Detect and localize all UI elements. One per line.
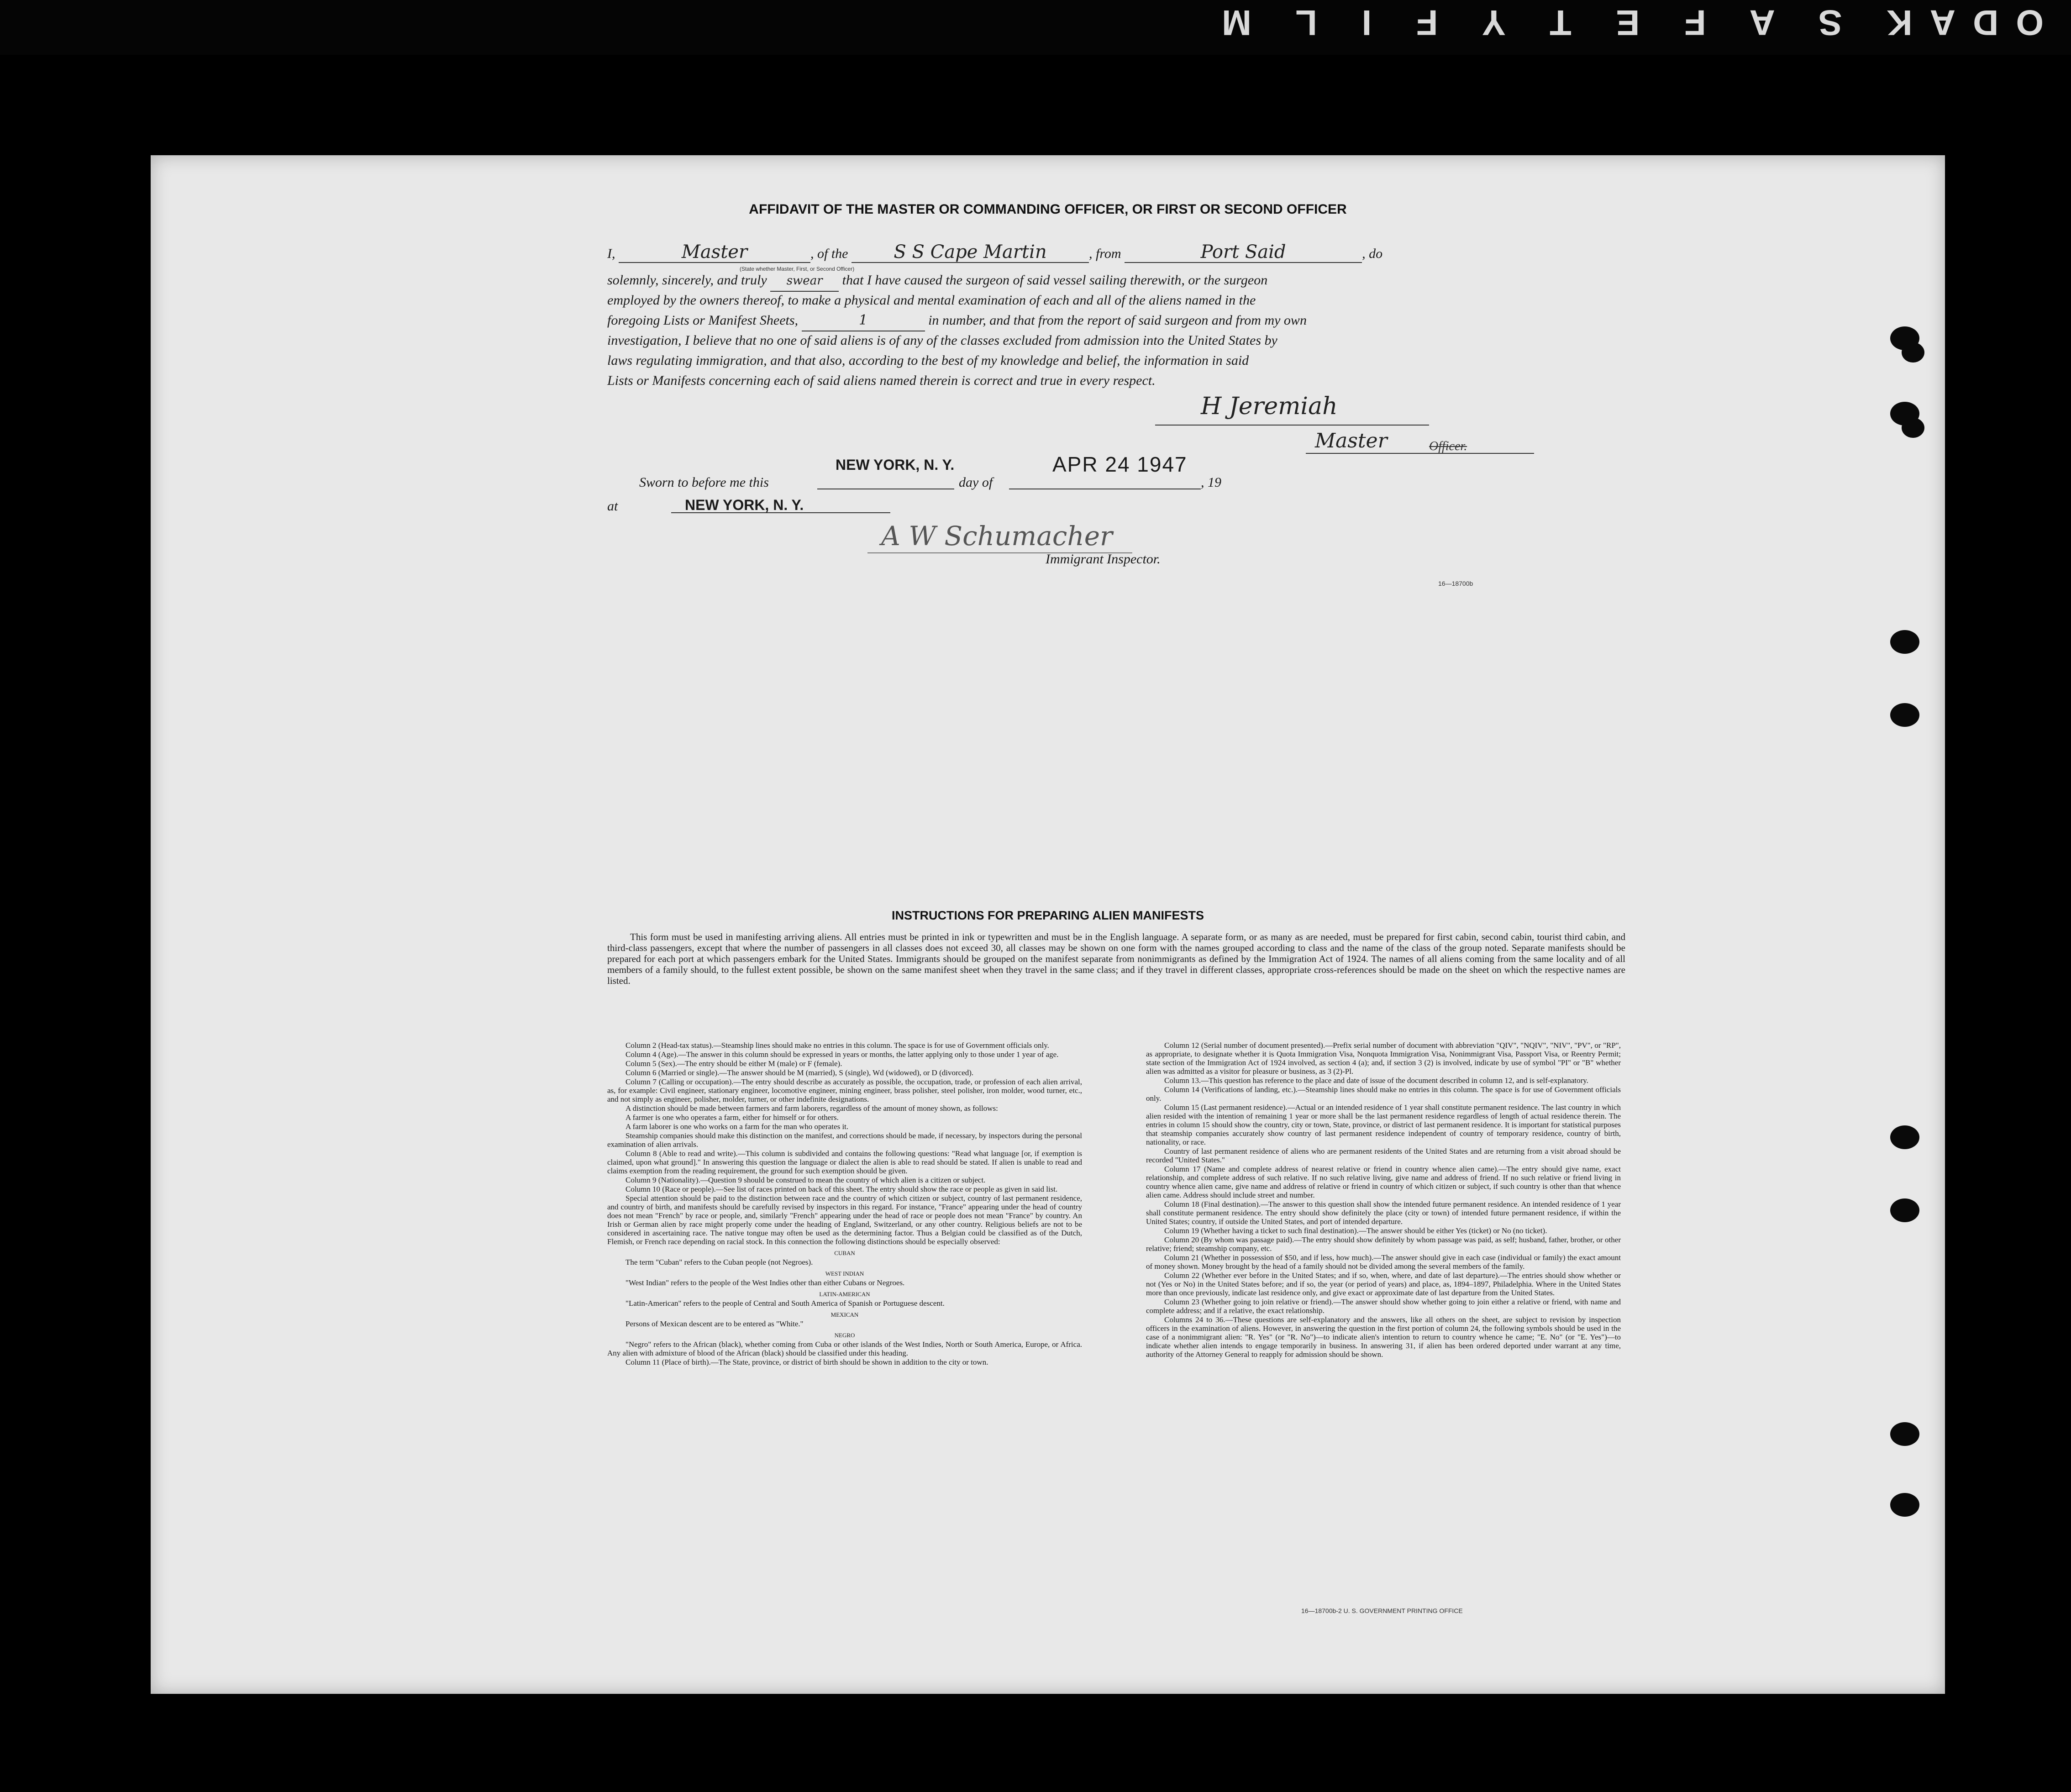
punch-hole xyxy=(1890,630,1919,654)
manifest-page xyxy=(151,155,1945,1694)
officer-rank-handwritten: Master xyxy=(619,242,810,263)
negro-heading: NEGRO xyxy=(834,1332,855,1339)
line1-of-the: of the xyxy=(817,246,848,261)
affidavit-line-5: investigation, I believe that no one of said aliens is of any of the classes excluded from admission into the United States by xyxy=(607,333,1277,348)
instruction-paragraph: Column 4 (Age).—The answer in this column should be expressed in years or months, the latter applying only to those under 1 year of age. xyxy=(626,1050,1059,1059)
instruction-paragraph: Column 8 (Able to read and write).—This column is subdivided and contains the following questions: "Read what language [or, if exemption is claimed, upon what ground]." In answering this question the language or dialect the alien is able to read should be stated. If alien is unable to read and claims exemption from the reading requirement, the ground for such exemption should be given. xyxy=(607,1149,1082,1175)
sheet-count-handwritten: 1 xyxy=(802,310,925,331)
instruction-paragraph: Column 7 (Calling or occupation).—The entry should describe as accurately as possible, the occupation, trade, or profession of each alien arrival, as, for example: Civil engineer, stationary engineer, locomotive engineer, mining engineer, brass polisher, steel polisher, iron molder, wood turner, etc., and not simply as engineer, polisher, molder, turner, or other indefinite designations. xyxy=(607,1077,1082,1104)
form-number: 16—18700b xyxy=(1438,580,1473,587)
instruction-paragraph: A farm laborer is one who works on a farm for the man who operates it. xyxy=(626,1122,849,1131)
punch-hole xyxy=(1890,1125,1919,1149)
instruction-paragraph: A farmer is one who operates a farm, either for himself or for others. xyxy=(626,1113,839,1122)
instruction-paragraph: Column 22 (Whether ever before in the United States; and if so, when, where, and date of last departure).—The entries should show whether or not (Yes or No) in the United States before; and if so, the year (or period of years) and place, as, 1894–1897, Philadelphia. Where in the United States more than once previously, indicate last residence only, and give exact or approximate date of last departure from the United States. xyxy=(1146,1271,1621,1297)
cuban-heading: CUBAN xyxy=(834,1250,855,1256)
instruction-paragraph: Column 6 (Married or single).—The answer should be M (married), S (single), Wd (widowed), or D (divorced). xyxy=(626,1068,974,1077)
punch-hole xyxy=(1890,1422,1919,1446)
instruction-paragraph: Column 23 (Whether going to join relative or friend).—The answer should show whether going to join either a relative or friend, with name and complete address; and if a relative, the exact relationship. xyxy=(1146,1298,1621,1315)
instructions-intro: This form must be used in manifesting arriving aliens. All entries must be printed in ink or typewritten and must be in the English language. A separate form, or as many as are needed, must be prepared for first cabin, second cabin, tourist third cabin, and third-class passengers, except that where the number of passengers in all classes does not exceed 30, all classes may be shown on one form with the names grouped according to class and the name of the class of the group noted. Separate manifests should be prepared for each port at which passengers embark for the United States. Immigrants should be grouped on the manifest separate from nonimmigrants as defined by the Immigration Act of 1924. The names of all aliens coming from the same locality and of all members of a family should, to the fullest extent possible, be shown on the same manifest sheet when they travel in the same class; and if they travel in different classes, appropriate cross-references should be made on the sheet on which the respective names are listed. xyxy=(607,931,1625,986)
line2-suffix: that I have caused the surgeon of said vessel sailing therewith, or the surgeon xyxy=(842,273,1268,288)
cuban-text: The term "Cuban" refers to the Cuban people (not Negroes). xyxy=(626,1258,813,1266)
instruction-paragraph: Country of last permanent residence of aliens who are permanent residents of the United States and are returning from a visit abroad should be recorded "United States." xyxy=(1146,1147,1621,1164)
instruction-paragraph: Column 20 (By whom was passage paid).—The entry should show definitely by whom passage was paid, as self; husband, father, brother, or other relative; friend; steamship company, etc. xyxy=(1146,1235,1621,1253)
line2-prefix: solemnly, sincerely, and truly xyxy=(607,273,767,288)
inspector-signature: A W Schumacher xyxy=(881,520,1113,552)
affidavit-line-3: employed by the owners thereof, to make a physical and mental examination of each and all of the aliens named in the xyxy=(607,293,1256,308)
at-label: at xyxy=(607,499,618,514)
negro-text: "Negro" refers to the African (black), whether coming from Cuba or other islands of the West Indies, North or South America, Europe, or Africa. Any alien with admixture of blood of the African (black) should be classified under this heading. xyxy=(607,1340,1082,1357)
punch-hole xyxy=(1890,703,1919,727)
instruction-paragraph: Columns 24 to 36.—These questions are self-explanatory and the answers, like all others on the sheet, are subject to revision by inspection officers in the examination of aliens. However, in answering the question in the first portion of column 24, the following symbols should be used in the case of a nonimmigrant alien: "R. Yes" (or "R. No")—to indicate alien's intention to return to country whence he came; "E. No" (or "E. Yes")—to indicate whether alien intends to engage temporarily in business. In answering 31, if alien has been ordered deported under warrant at any time, authority of the Attorney General to reapply for admission should be shown. xyxy=(1146,1315,1621,1359)
mexican-heading: MEXICAN xyxy=(831,1311,859,1318)
instruction-paragraph: Column 13.—This question has reference to the place and date of issue of the document described in column 12, and is self-explanatory. xyxy=(1164,1076,1588,1085)
latin-american-text: "Latin-American" refers to the people of Central and South America of Spanish or Portuguese descent. xyxy=(626,1299,945,1308)
officer-title-line xyxy=(1306,453,1534,454)
instruction-paragraph: Column 17 (Name and complete address of nearest relative or friend in country whence alien came).—The entry should give name, exact relationship, and complete address of such relative. If no such relative living, give name and address of friend. If no such relative or friend living in country whence alien came, give name and address of relative or friend in country of which citizen or subject, if such country is other than that whence alien came. Address should include street and number. xyxy=(1146,1165,1621,1199)
affidavit-title: AFFIDAVIT OF THE MASTER OR COMMANDING OFFICER, OR FIRST OR SECOND OFFICER xyxy=(749,202,1347,217)
mexican-text: Persons of Mexican descent are to be entered as "White." xyxy=(626,1319,804,1328)
instruction-paragraph: Column 12 (Serial number of document presented).—Prefix serial number of document with abbreviation "QIV", "NQIV", "NIV", "PV", or "RP", as appropriate, to designate whether it is Quota Immigration Visa, Nonquota Immigration Visa, Nonimmigrant Visa, Passport Visa, or Reentry Permit; state section of the Immigration Act of 1924 involved, as section 4 (a); and, if section 3 (2) is involved, indicate by use of symbol "PI" or "B" whether alien was admitted as a visitor for pleasure or business, as 3 (2)-Pl. xyxy=(1146,1041,1621,1076)
punch-hole xyxy=(1890,1198,1919,1222)
west-indian-text: "West Indian" refers to the people of the West Indies other than either Cubans or Negroes. xyxy=(626,1278,905,1287)
instruction-paragraph: Special attention should be paid to the distinction between race and the country of which citizen or subject, country of last permanent residence, and country of birth, and manifests should be carefully revised by inspectors in this regard. For instance, "France" appearing under the head of country does not mean "French" by race or people, and, similarly "French" appearing under the head of race or people does not mean "France" by country. An Irish or German alien by race might properly come under the heading of England, Switzerland, or any other country. Religious beliefs are not to be considered in ascertaining race. The native tongue may often be used as the determining factor. Thus a Belgian could be classified as of the Dutch, Flemish, or French race depending on racial stock. In this connection the following distinctions should be especially observed: xyxy=(607,1194,1082,1246)
rank-caption: (State whether Master, First, or Second Officer) xyxy=(740,266,855,272)
affidavit-line-1: I, Master , of the S S Cape Martin , from Port Said , do xyxy=(607,242,1383,263)
line1-prefix: I, xyxy=(607,246,615,261)
instruction-paragraph: Column 2 (Head-tax status).—Steamship lines should make no entries in this column. The space is for use of Government officials only. xyxy=(626,1041,1049,1050)
stamp-date: APR 24 1947 xyxy=(1052,452,1188,476)
instruction-paragraph: Column 9 (Nationality).—Question 9 should be construed to mean the country of which alien is a citizen or subject. xyxy=(626,1176,986,1184)
officer-title-handwritten: Master xyxy=(1315,429,1388,452)
affidavit-line-7: Lists or Manifests concerning each of said aliens named therein is correct and true in every respect. xyxy=(607,373,1156,388)
film-edge-text: ODAK S A F E T Y F I L M xyxy=(1204,3,2044,43)
line1-do: do xyxy=(1369,246,1383,261)
instruction-paragraph: Column 21 (Whether in possession of $50, and if less, how much).—The answer should give in each case (individual or family) the exact amount of money shown. Money brought by the head of a family should not be divided among the several members of the family. xyxy=(1146,1253,1621,1271)
instruction-paragraph: A distinction should be made between farmers and farm laborers, regardless of the amount of money shown, as follows: xyxy=(626,1104,998,1113)
punch-hole xyxy=(1902,342,1924,363)
instruction-paragraph: Steamship companies should make this distinction on the manifest, and corrections should be made, if necessary, by inspectors during the personal examination of alien arrivals. xyxy=(607,1131,1082,1149)
film-edge-strip xyxy=(0,0,2071,55)
west-indian-heading: WEST INDIAN xyxy=(825,1270,864,1277)
punch-hole xyxy=(1890,1493,1919,1517)
affidavit-line-6: laws regulating immigration, and that also, according to the best of my knowledge and belief, the information in said xyxy=(607,353,1249,368)
instructions-title: INSTRUCTIONS FOR PREPARING ALIEN MANIFESTS xyxy=(891,909,1204,922)
sworn-prefix: Sworn to before me this xyxy=(639,475,769,490)
sworn-day-of: day of xyxy=(959,475,993,490)
instruction-paragraph: Column 14 (Verifications of landing, etc.).—Steamship lines should make no entries in this column. The space is for use of Government officials only. xyxy=(1146,1085,1621,1103)
officer-signature: H Jeremiah xyxy=(1201,393,1338,420)
affidavit-line-2 xyxy=(607,270,1639,292)
at-place-stamp: NEW YORK, N. Y. xyxy=(685,497,804,513)
stamp-city: NEW YORK, N. Y. xyxy=(836,457,955,473)
instruction-paragraph: Column 19 (Whether having a ticket to such final destination).—The answer should be either Yes (ticket) or No (no ticket). xyxy=(1164,1226,1547,1235)
port-handwritten: Port Said xyxy=(1125,242,1362,263)
instruction-paragraph: Column 10 (Race or people).—See list of races printed on back of this sheet. The entry should show the race or people as given in said list. xyxy=(626,1185,1058,1193)
instruction-paragraph: Column 15 (Last permanent residence).—Actual or an intended residence of 1 year shall constitute permanent residence. The last country in which alien resided with the intention of remaining 1 year or more shall be the last permanent residence regardless of length of actual residence therein. The entries in column 15 should show the country, city or town, State, province, or district of last permanent residence. It is important for statistical purposes that steamship companies accurately show country of last permanent residence independent of country of temporary residence, country of birth, nationality, or race. xyxy=(1146,1103,1621,1146)
instructions-left-column xyxy=(607,1041,1082,1367)
vessel-name-handwritten: S S Cape Martin xyxy=(852,242,1089,263)
affidavit-line-4 xyxy=(607,310,1639,331)
line1-from: from xyxy=(1096,246,1121,261)
inspector-title: Immigrant Inspector. xyxy=(1046,552,1161,567)
instruction-paragraph: Column 5 (Sex).—The entry should be either M (male) or F (female). xyxy=(626,1059,842,1068)
column-11-text: Column 11 (Place of birth).—The State, province, or district of birth should be shown in addition to the city or town. xyxy=(626,1358,988,1366)
instructions-right-column xyxy=(1146,1041,1621,1359)
swear-handwritten: swear xyxy=(770,271,839,292)
line4-prefix: foregoing Lists or Manifest Sheets, xyxy=(607,313,799,328)
officer-word: Officer. xyxy=(1429,439,1467,453)
line4-suffix: in number, and that from the report of said surgeon and from my own xyxy=(928,313,1307,328)
instructions-footer: 16—18700b-2 U. S. GOVERNMENT PRINTING OFFICE xyxy=(1301,1607,1463,1614)
sworn-year: , 19 xyxy=(1201,475,1221,490)
instruction-paragraph: Column 18 (Final destination).—The answer to this question shall show the intended future permanent residence. An intended residence of 1 year shall constitute permanent residence. The entry should show definitely the place (city or town) of intended future permanent residence, if within the United States; country, if outside the United States, and port of intended departure. xyxy=(1146,1200,1621,1226)
punch-hole xyxy=(1902,418,1924,438)
officer-signature-line xyxy=(1155,425,1429,426)
latin-american-heading: LATIN-AMERICAN xyxy=(819,1291,870,1298)
